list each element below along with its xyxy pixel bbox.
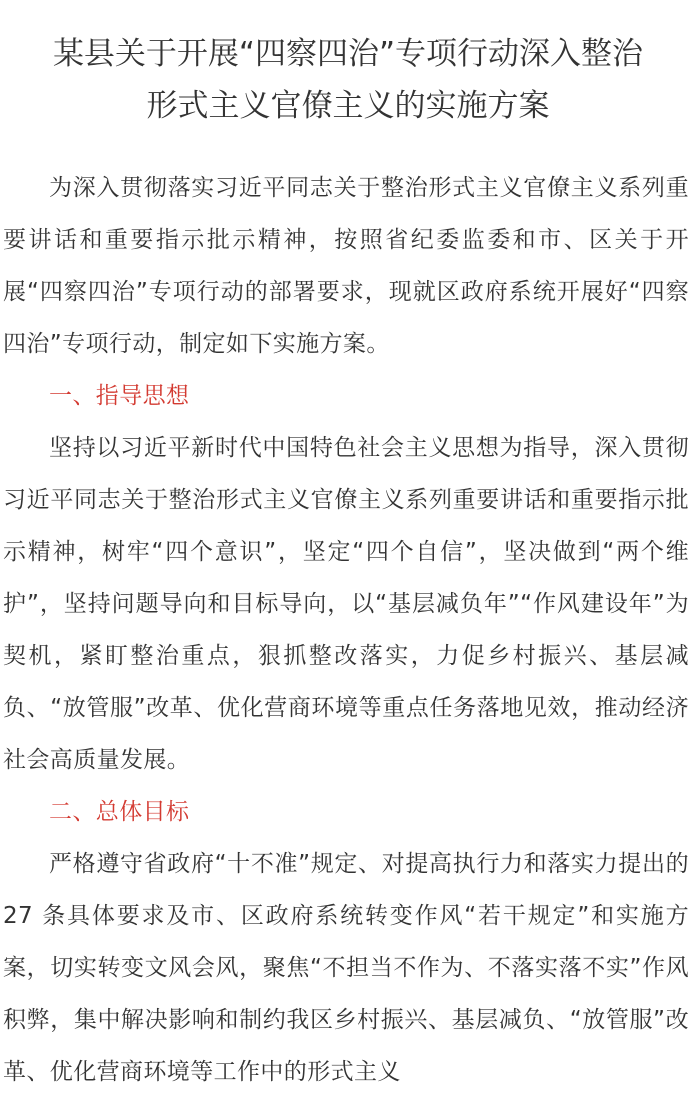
intro-paragraph: 为深入贯彻落实习近平同志关于整治形式主义官僚主义系列重要讲话和重要指示批示精神，按照省纪委监委和市、区关于开展“四察四治”专项行动的部署要求，现就区政府系统开展好“四察四治”专项行动，制定如下实施方案。	[3, 175, 689, 357]
document-title	[3, 28, 693, 132]
section-heading-overall-goal: 二、总体目标	[49, 799, 190, 825]
section-paragraph-overall-goal: 严格遵守省政府“十不准”规定、对提高执行力和落实力提出的 27 条具体要求及市、区政府系统转变作风“若干规定”和实施方案，切实转变文风会风，聚焦“不担当不作为、不落实落不实”作风积弊，集中解决影响和制约我区乡村振兴、基层减负、“放管服”改革、优化营商环境等工作中的形式主义	[3, 851, 689, 1085]
title-line-1: 某县关于开展“四察四治”专项行动深入整治	[52, 36, 644, 72]
section-paragraph-guiding-ideology: 坚持以习近平新时代中国特色社会主义思想为指导，深入贯彻习近平同志关于整治形式主义官僚主义系列重要讲话和重要指示批示精神，树牢“四个意识”，坚定“四个自信”，坚决做到“两个维护”，坚持问题导向和目标导向，以“基层减负年”“作风建设年”为契机，紧盯整治重点，狠抓整改落实，力促乡村振兴、基层减负、“放管服”改革、优化营商环境等重点任务落地见效，推动经济社会高质量发展。	[3, 435, 689, 773]
section-heading-guiding-ideology: 一、指导思想	[49, 383, 190, 409]
title-line-2: 形式主义官僚主义的实施方案	[146, 88, 550, 124]
document-body	[3, 162, 693, 1098]
